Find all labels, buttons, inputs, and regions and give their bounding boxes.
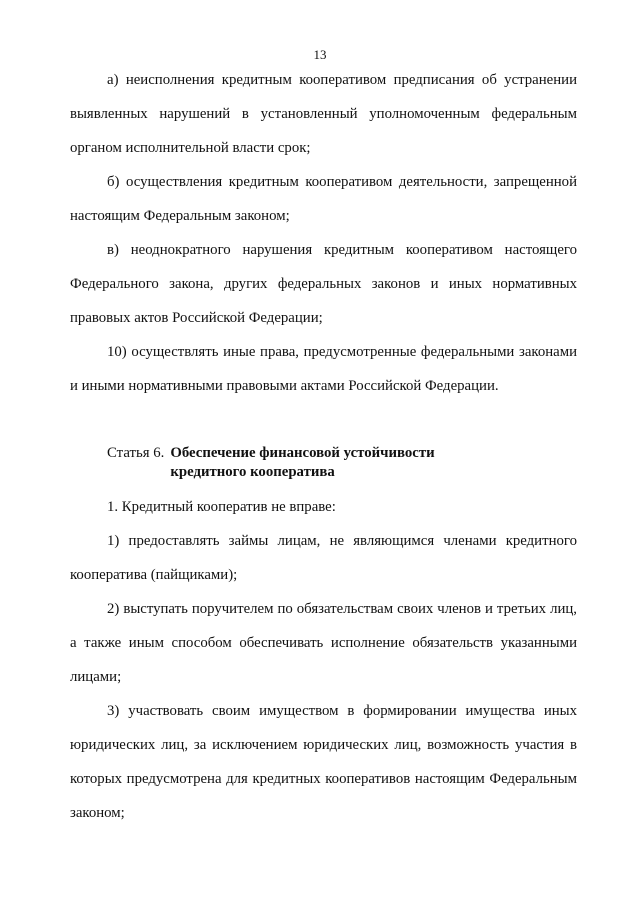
clause-1-item-3: 3) участвовать своим имуществом в формировании имущества иных юридических лиц, за исключением юридических лиц, возможность участия в которых предусмотрена для кредитных кооперативов настоящим Федеральным законом; <box>70 703 577 821</box>
clause-1-item-2: 2) выступать поручителем по обязательствам своих членов и третьих лиц, а также иным способом обеспечивать исполнение обязательств указанными лицами; <box>70 601 577 685</box>
clause-1-item-1: 1) предоставлять займы лицам, не являющимся членами кредитного кооператива (пайщиками); <box>70 533 577 583</box>
article-number: Статья 6. <box>107 445 165 461</box>
paragraph-b: б) осуществления кредитным кооперативом деятельности, запрещенной настоящим Федеральным законом; <box>70 174 577 224</box>
clause-1-intro: 1. Кредитный кооператив не вправе: <box>107 499 336 515</box>
document-body <box>70 63 577 830</box>
section-spacer <box>70 403 577 437</box>
paragraph-v: в) неоднократного нарушения кредитным кооперативом настоящего Федерального закона, других федеральных законов и иных нормативных правовых актов Российской Федерации; <box>70 242 577 326</box>
article-title: Обеспечение финансовой устойчивости кредитного кооператива <box>170 445 435 480</box>
article-heading <box>70 437 577 490</box>
paragraph-10: 10) осуществлять иные права, предусмотренные федеральными законами и иными нормативными правовыми актами Российской Федерации. <box>70 344 577 394</box>
paragraph-a: а) неисполнения кредитным кооперативом предписания об устранении выявленных нарушений в установленный уполномоченным федеральным органом исполнительной власти срок; <box>70 72 577 156</box>
page-number: 13 <box>313 47 327 62</box>
